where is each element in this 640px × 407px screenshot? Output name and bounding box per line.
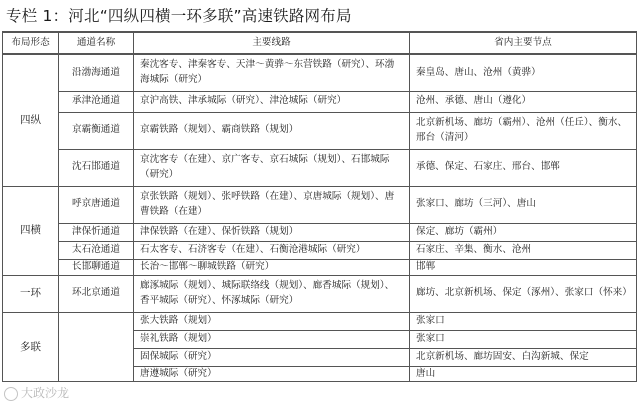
nodes-cell: 张家口 (410, 330, 637, 348)
nodes-cell: 沧州、承德、唐山（遵化） (410, 91, 637, 112)
lines-cell: 廊涿城际（规划）、城际联络线（规划）、廊香城际（规划）、香平城际（研究）、怀涿城际（研究） (134, 275, 410, 312)
table-row (3, 112, 637, 149)
nodes-cell: 张家口、廊坊（三河）、唐山 (410, 186, 637, 223)
table-row (3, 186, 637, 223)
layout-form-cell: 一环 (3, 275, 59, 312)
nodes-cell: 张家口 (410, 312, 637, 330)
channel-cell: 环北京通道 (59, 275, 134, 312)
nodes-cell: 保定、廊坊（霸州） (410, 223, 637, 241)
lines-cell: 固保城际（研究） (134, 348, 410, 366)
channel-cell: 沿渤海通道 (59, 54, 134, 91)
table-row (3, 149, 637, 186)
lines-cell: 京霸铁路（规划）、霸商铁路（规划） (134, 112, 410, 149)
layout-form-cell: 四横 (3, 186, 59, 275)
lines-cell: 津保铁路（在建）、保忻铁路（规划） (134, 223, 410, 241)
channel-cell: 承津沧通道 (59, 91, 134, 112)
table-row (3, 223, 637, 241)
table-header-row (3, 32, 637, 54)
lines-cell: 张大铁路（规划） (134, 312, 410, 330)
table-row (3, 54, 637, 91)
lines-cell: 秦沈客专、津秦客专、天津～黄骅～东营铁路（研究）、环渤海城际（研究） (134, 54, 410, 91)
table-row (3, 91, 637, 112)
channel-cell: 长邯聊通道 (59, 259, 134, 275)
header-channel-name: 通道名称 (59, 32, 134, 54)
channel-cell (59, 312, 134, 382)
channel-cell: 津保忻通道 (59, 223, 134, 241)
nodes-cell: 北京新机场、廊坊固安、白沟新城、保定 (410, 348, 637, 366)
lines-cell: 唐遵城际（研究） (134, 366, 410, 382)
channel-cell: 太石沧通道 (59, 241, 134, 259)
channel-cell: 京霸衡通道 (59, 112, 134, 149)
nodes-cell: 邯郸 (410, 259, 637, 275)
header-layout-form: 布局形态 (3, 32, 59, 54)
lines-cell: 石太客专、石济客专（在建）、石衡沧港城际（研究） (134, 241, 410, 259)
speech-bubble-logo-icon (4, 387, 18, 401)
channel-cell: 沈石邯通道 (59, 149, 134, 186)
channel-cell: 呼京唐通道 (59, 186, 134, 223)
lines-cell: 京张铁路（规划）、张呼铁路（在建）、京唐城际（规划）、唐曹铁路（在建） (134, 186, 410, 223)
table-row (3, 275, 637, 312)
table-row (3, 259, 637, 275)
table-row (3, 241, 637, 259)
layout-form-cell: 四纵 (3, 54, 59, 186)
page-title: 专栏 1：河北“四纵四横一环多联”高速铁路网布局 (6, 7, 352, 25)
nodes-cell: 廊坊、北京新机场、保定（涿州）、张家口（怀来） (410, 275, 637, 312)
railway-layout-table (2, 31, 637, 382)
lines-cell: 京沈客专（在建）、京广客专、京石城际（规划）、石邯城际（研究） (134, 149, 410, 186)
nodes-cell: 石家庄、辛集、衡水、沧州 (410, 241, 637, 259)
header-main-nodes: 省内主要节点 (410, 32, 637, 54)
nodes-cell: 承德、保定、石家庄、邢台、邯郸 (410, 149, 637, 186)
lines-cell: 长治～邯郸～聊城铁路（研究） (134, 259, 410, 275)
lines-cell: 京沪高铁、津承城际（研究）、津沧城际（研究） (134, 91, 410, 112)
nodes-cell: 秦皇岛、唐山、沧州（黄骅） (410, 54, 637, 91)
watermark-text: 大政沙龙 (21, 386, 70, 400)
header-main-lines: 主要线路 (134, 32, 410, 54)
nodes-cell: 北京新机场、廊坊（霸州）、沧州（任丘）、衡水、邢台（清河） (410, 112, 637, 149)
nodes-cell: 唐山 (410, 366, 637, 382)
layout-form-cell: 多联 (3, 312, 59, 382)
table-row (3, 312, 637, 330)
lines-cell: 崇礼铁路（规划） (134, 330, 410, 348)
watermark (4, 384, 69, 401)
